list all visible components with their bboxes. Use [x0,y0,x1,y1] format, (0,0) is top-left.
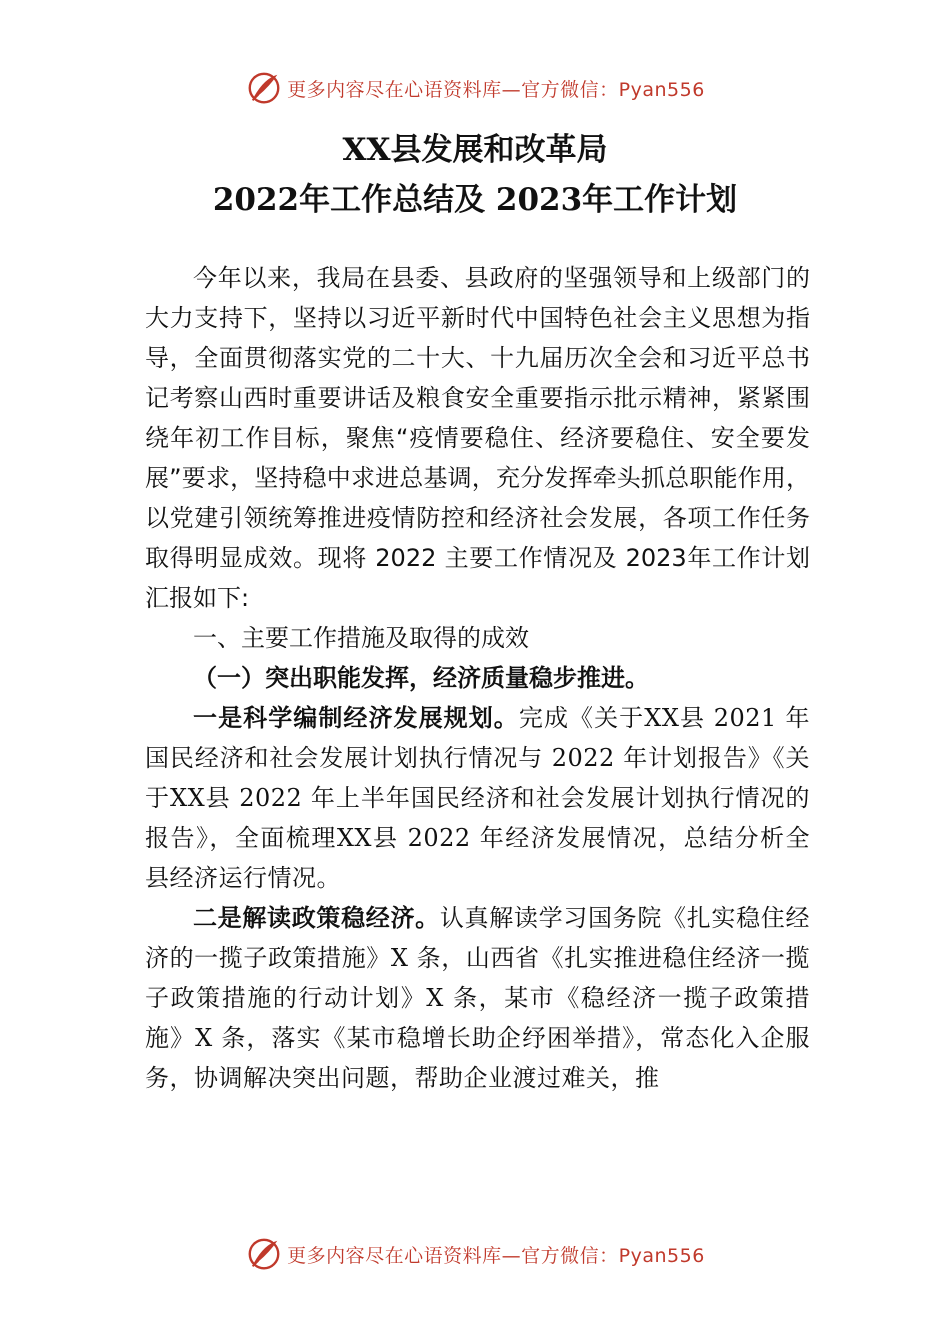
item-lead-1: 一是科学编制经济发展规划。 [193,704,519,732]
watermark-text: 更多内容尽在心语资料库—官方微信：Pyan556 [287,1244,705,1267]
watermark-header [0,66,950,110]
document-body [145,258,810,1098]
item-text-2: 认真解读学习国务院《扎实稳住经济的一揽子政策措施》X 条，山西省《扎实推进稳住经济一揽子政策措施的行动计划》X 条，某市《稳经济一揽子政策措施》X 条，落实《某市稳增长助企纾困举措》，常态化入企服务，协调解决突出问题，帮助企业渡过难关，推 [145,904,810,1092]
item-lead-2: 二是解读政策稳经济。 [193,904,440,932]
item-text-1: 完成《关于XX县 2021 年国民经济和社会发展计划执行情况与 2022 年计划报告》《关于XX县 2022 年上半年国民经济和社会发展计划执行情况的报告》，全面梳理XX县 2022 年经济发展情况，总结分析全县经济运行情况。 [145,704,811,892]
intro-paragraph: 今年以来，我局在县委、县政府的坚强领导和上级部门的大力支持下，坚持以习近平新时代中国特色社会主义思想为指导，全面贯彻落实党的二十大、十九届历次全会和习近平总书记考察山西时重要讲话及粮食安全重要指示批示精神，紧紧围绕年初工作目标，聚焦“疫情要稳住、经济要稳住、安全要发展”要求，坚持稳中求进总基调，充分发挥牵头抓总职能作用，以党建引领统筹推进疫情防控和经济社会发展，各项工作任务取得明显成效。现将 2022 主要工作情况及 2023年工作计划汇报如下: [145,264,810,612]
item-paragraph-2 [145,898,810,1098]
watermark-footer [0,1232,950,1276]
page-title-line2: 2022年工作总结及 2023年工作计划 [212,182,738,218]
section-heading: 一、主要工作措施及取得的成效 [193,624,529,652]
item-paragraph-1 [145,698,810,898]
quill-seal-icon [245,69,283,107]
watermark-text: 更多内容尽在心语资料库—官方微信：Pyan556 [287,78,705,101]
quill-seal-icon [245,1235,283,1273]
page-title-line1: XX县发展和改革局 [342,132,608,168]
subsection-heading: （一）突出职能发挥，经济质量稳步推进。 [193,663,649,692]
